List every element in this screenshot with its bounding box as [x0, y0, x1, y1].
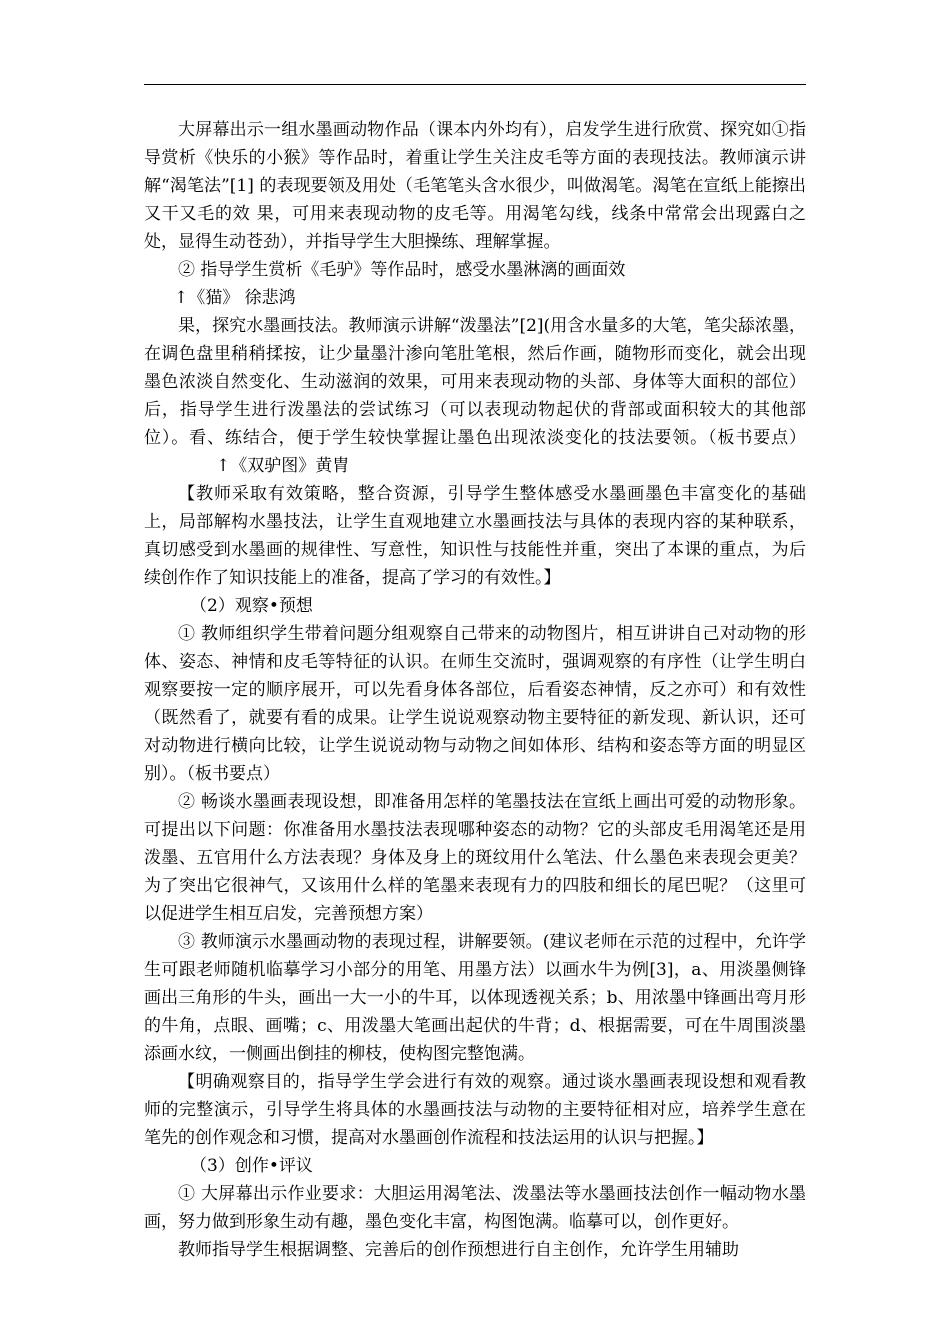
paragraph-appreciation-intro: 大屏幕出示一组水墨画动物作品（课本内外均有），启发学生进行欣赏、探究如①指导赏析《快乐的小猴》等作品时，着重让学生关注皮毛等方面的表现技法。教师演示讲解“渴笔法”[1] 的表现要领及用处（毛笔笔头含水很少，叫做渴笔。渴笔在宣纸上能擦出又干又毛的效 果，可用来表现动物的皮毛等。用渴笔勾线，线条中常常会出现露白之处，显得生动苍劲），并指导学生大胆操练、理解掌握。: [144, 120, 806, 252]
paragraph-guidance: 教师指导学生根据调整、完善后的创作预想进行自主创作，允许学生用辅助: [178, 1240, 739, 1260]
paragraph-teaching-note-2: 【明确观察目的，指导学生学会进行有效的观察。通过谈水墨画表现设想和观看教师的完整演示，引导学生将具体的水墨画技法与动物的主要特征相对应，培养学生意在笔先的创作观念和习惯，提高对水墨画创作流程和技法运用的认识与把握。】: [144, 1072, 806, 1148]
paragraph-splash-ink: [144, 312, 806, 480]
splash-ink-text: 果，探究水墨画技法。教师演示讲解“泼墨法”[2](用含水量多的大笔，笔尖舔浓墨，在调色盘里稍稍揉按，让少量墨汁渗向笔肚笔根，然后作画，随物形而变化，就会出现墨色浓淡自然变化、生动滋润的效果，可用来表现动物的头部、身体等大面积的部位）后，指导学生进行泼墨法的尝试练习（可以表现动物起伏的背部或面积较大的其他部位）。看、练结合，便于学生较快掌握让墨色出现浓淡变化的技法要领。（板书要点）: [144, 316, 806, 448]
caption-donkey-painting: ↑《双驴图》黄胄: [216, 456, 350, 476]
paragraph-demo: ③ 教师演示水墨画动物的表现过程，讲解要领。(建议老师在示范的过程中，允许学生可跟老师随机临摹学习小部分的用笔、用墨方法）以画水牛为例[3]，a、用淡墨侧锋画出三角形的牛头，画出一大一小的牛耳，以体现透视关系；b、用浓墨中锋画出弯月形的牛角，点眼、画嘴；c、用泼墨大笔画出起伏的牛背；d、根据需要，可在牛周围淡墨添画水纹，一侧画出倒挂的柳枝，使构图完整饱满。: [144, 932, 806, 1064]
header-rule: [144, 84, 806, 85]
paragraph-observe-2: ② 畅谈水墨画表现设想，即准备用怎样的笔墨技法在宣纸上画出可爱的动物形象。可提出以下问题：你准备用水墨技法表现哪种姿态的动物？它的头部皮毛用渴笔还是用泼墨、五官用什么方法表现？身体及身上的斑纹用什么笔法、什么墨色来表现会更美？为了突出它很神气，又该用什么样的笔墨来表现有力的四肢和细长的尾巴呢？（这里可以促进学生相互启发，完善预想方案）: [144, 792, 806, 924]
paragraph-assignment: ① 大屏幕出示作业要求：大胆运用渴笔法、泼墨法等水墨画技法创作一幅动物水墨画，努力做到形象生动有趣，墨色变化丰富，构图饱满。临摹可以，创作更好。: [144, 1184, 806, 1232]
paragraph-observe-1: ① 教师组织学生带着问题分组观察自己带来的动物图片，相互讲讲自己对动物的形体、姿态、神情和皮毛等特征的认识。在师生交流时，强调观察的有序性（让学生明白观察要按一定的顺序展开，可以先看身体各部位，后看姿态神情，反之亦可）和有效性（既然看了，就要有看的成果。让学生说说观察动物主要特征的新发现、新认识，还可对动物进行横向比较，让学生说说动物与动物之间如体形、结构和姿态等方面的明显区别）。（板书要点）: [144, 624, 806, 784]
paragraph-teaching-note-1: 【教师采取有效策略，整合资源，引导学生整体感受水墨画墨色丰富变化的基础上，局部解构水墨技法，让学生直观地建立水墨画技法与具体的表现内容的某种联系，真切感受到水墨画的规律性、写意性，知识性与技能性并重，突出了本课的重点，为后续创作作了知识技能上的准备，提高了学习的有效性。】: [144, 484, 806, 588]
section-heading-create: （3）创作•评议: [190, 1156, 313, 1176]
paragraph-donkey-appreciation: ② 指导学生赏析《毛驴》等作品时，感受水墨淋漓的画面效: [178, 260, 626, 280]
document-body: [144, 116, 806, 1264]
section-heading-observe: （2）观察•预想: [190, 596, 313, 616]
caption-cat-painting: ↑《猫》 徐悲鸿: [174, 288, 296, 308]
